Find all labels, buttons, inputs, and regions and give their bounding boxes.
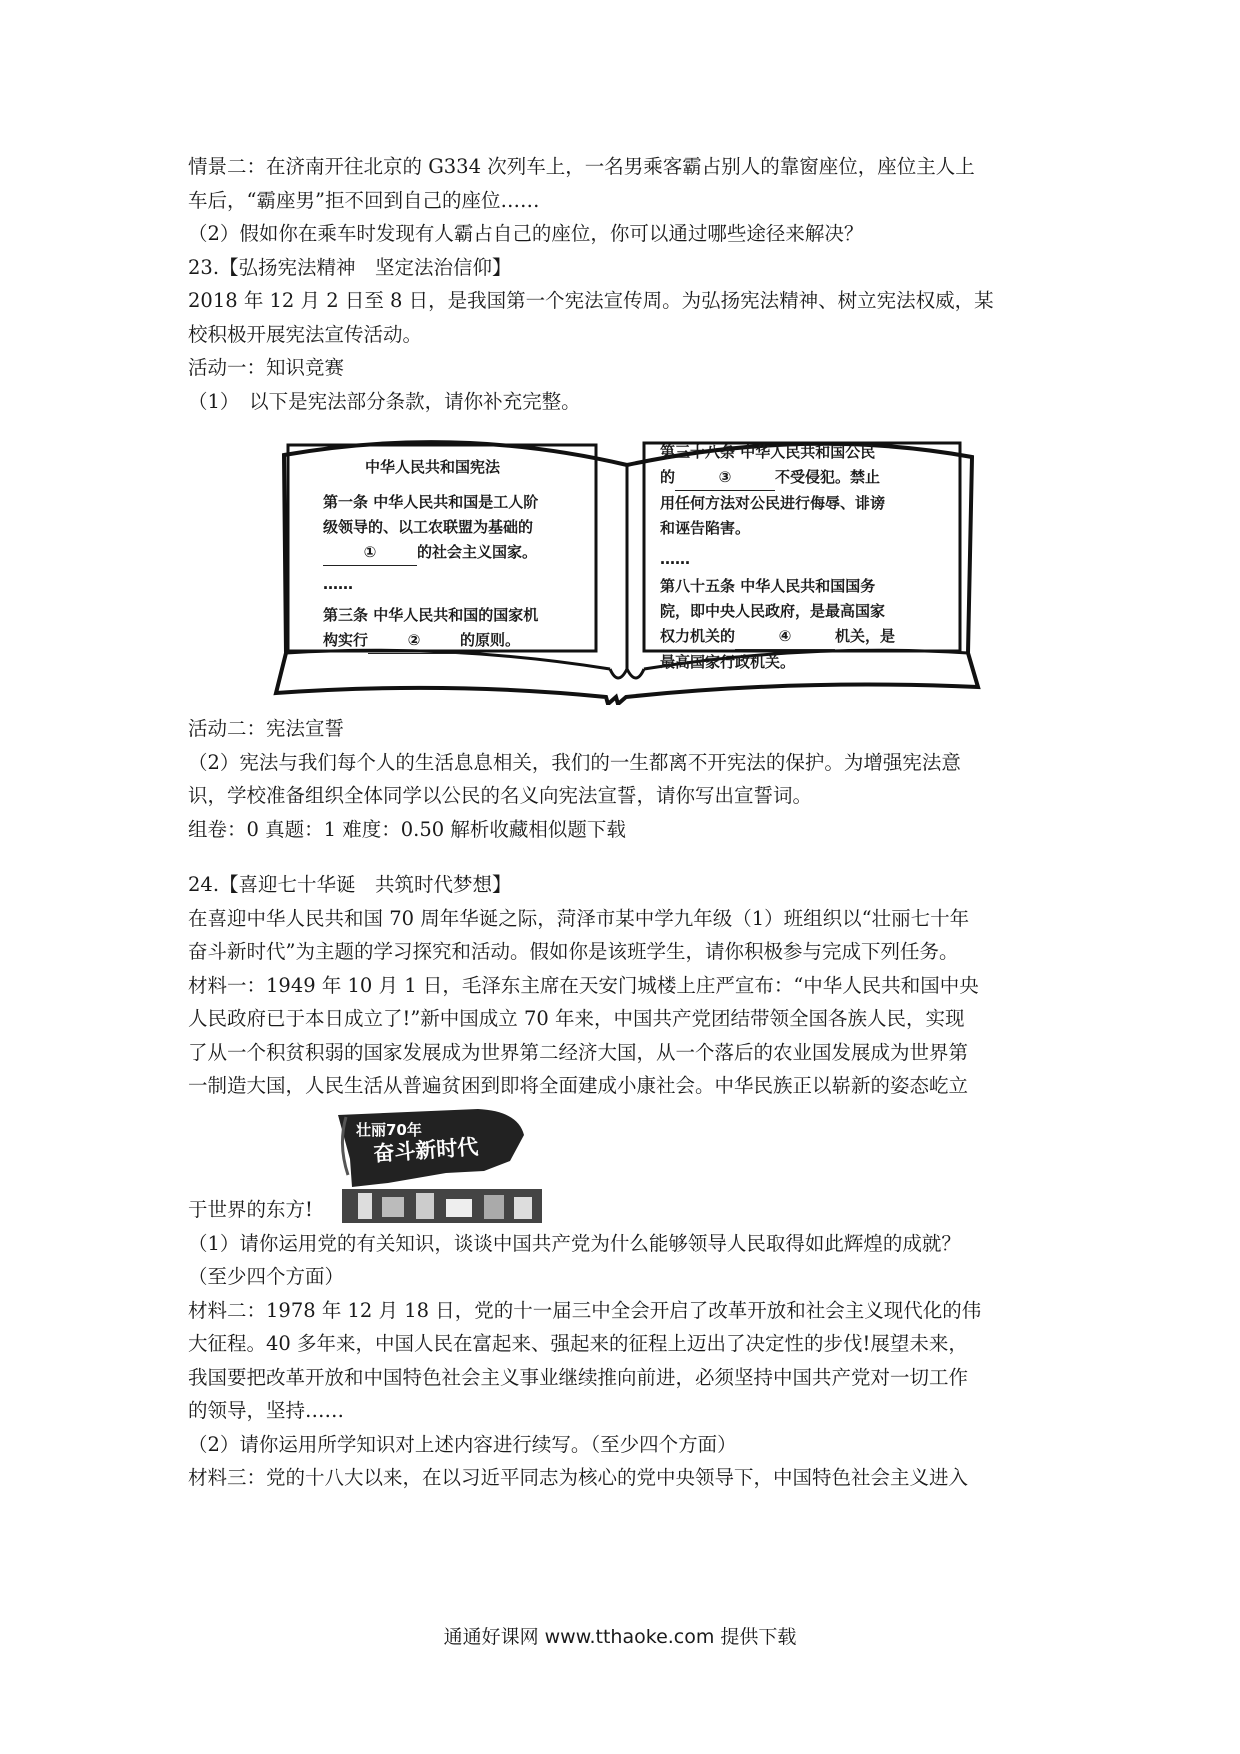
article-38-line-d: 和诬告陷害。 bbox=[660, 519, 751, 537]
banner-caption: 于世界的东方! bbox=[188, 1198, 313, 1221]
question-23-title: 23.【弘扬宪法精神 坚定法治信仰】 bbox=[188, 255, 512, 279]
text-line: 车后，“霸座男”拒不回到自己的座位…… bbox=[188, 188, 540, 212]
material-three-line: 材料三：党的十八大以来，在以习近平同志为核心的党中央领导下，中国特色社会主义进入 bbox=[188, 1466, 969, 1489]
activity-two-heading: 活动二：宪法宣誓 bbox=[188, 717, 345, 740]
text-line: 大征程。40 多年来，中国人民在富起来、强起来的征程上迈出了决定性的步伐!展望未来， bbox=[188, 1332, 968, 1355]
article-85-line-a: 第八十五条 中华人民共和国国务 bbox=[660, 577, 876, 595]
text-line: 在喜迎中华人民共和国 70 周年华诞之际，菏泽市某中学九年级（1）班组织以“壮丽七十年 bbox=[188, 906, 970, 930]
article-3-line-a: 第三条 中华人民共和国的国家机 bbox=[323, 606, 539, 624]
text-line: 的领导，坚持…… bbox=[188, 1399, 345, 1422]
article-1-line-b: 级领导的、以工农联盟为基础的 bbox=[323, 518, 534, 536]
question-24-tasks bbox=[188, 1227, 1068, 1495]
article-38-line-c: 用任何方法对公民进行侮辱、诽谤 bbox=[660, 494, 886, 512]
anniversary-banner-figure bbox=[188, 1105, 1068, 1227]
text-line: 一制造大国，人民生活从普遍贫困到即将全面建成小康社会。中华民族正以崭新的姿态屹立 bbox=[188, 1074, 969, 1097]
page-content bbox=[188, 150, 1068, 1495]
text-line: 我国要把改革开放和中国特色社会主义事业继续推向前进，必须坚持中国共产党对一切工作 bbox=[188, 1365, 969, 1389]
constitution-book-figure bbox=[188, 420, 1068, 710]
ellipsis: …… bbox=[660, 550, 690, 568]
question-2-prompt: （2）假如你在乘车时发现有人霸占自己的座位，你可以通过哪些途径来解决？ bbox=[188, 222, 864, 245]
blank-4: ④ bbox=[735, 624, 835, 650]
material-one-line: 材料一：1949 年 10 月 1 日，毛泽东主席在天安门城楼上庄严宣布：“中华人民共和国中央 bbox=[188, 973, 979, 997]
text-line: 奋斗新时代”为主题的学习探究和活动。假如你是该班学生，请你积极参与完成下列任务。 bbox=[188, 940, 959, 963]
question-24-title: 24.【喜迎七十华诞 共筑时代梦想】 bbox=[188, 873, 512, 896]
question-1-prompt: （1）请你运用党的有关知识，谈谈中国共产党为什么能够领导人民取得如此辉煌的成就？ bbox=[188, 1231, 961, 1255]
intro-section bbox=[188, 150, 1068, 418]
article-85-line-d: 最高国家行政机关。 bbox=[660, 653, 796, 671]
text-line: （至少四个方面） bbox=[188, 1265, 345, 1288]
constitution-left-page bbox=[323, 455, 538, 654]
article-85-head: 权力机关的 bbox=[660, 627, 736, 645]
question-24-section bbox=[188, 868, 1068, 1103]
article-1-line-a: 第一条 中华人民共和国是工人阶 bbox=[323, 493, 539, 511]
question-2-prompt: （2）请你运用所学知识对上述内容进行续写。（至少四个方面） bbox=[188, 1432, 737, 1456]
article-38-line-b bbox=[660, 465, 895, 491]
article-3-tail: 的原则。 bbox=[460, 631, 521, 649]
article-85-mid: 机关，是 bbox=[835, 627, 896, 645]
blank-2: ② bbox=[368, 628, 460, 654]
article-38-head: 的 bbox=[660, 468, 676, 486]
article-85-line-b: 院，即中央人民政府，是最高国家 bbox=[660, 602, 886, 620]
activity-one-heading: 活动一：知识竞赛 bbox=[188, 356, 345, 379]
article-1-line-c bbox=[323, 540, 538, 566]
article-85-line-c bbox=[660, 624, 895, 650]
banner-main-text: 奋斗新时代 bbox=[372, 1133, 480, 1166]
page-footer: 通通好课网 www.tthaoke.com 提供下载 bbox=[443, 1626, 797, 1648]
text-line: （2）宪法与我们每个人的生活息息相关，我们的一生都离不开宪法的保护。为增强宪法意 bbox=[188, 750, 961, 774]
article-38-line-a: 第三十八条 中华人民共和国公民 bbox=[660, 443, 876, 461]
article-38-mid: 不受侵犯。禁止 bbox=[775, 468, 881, 486]
question-meta-links[interactable]: 组卷：0 真题：1 难度：0.50 解析收藏相似题下载 bbox=[188, 817, 626, 841]
activity-two-section bbox=[188, 712, 1068, 846]
text-line: 2018 年 12 月 2 日至 8 日，是我国第一个宪法宣传周。为弘扬宪法精神、树立宪法权威，某 bbox=[188, 289, 994, 312]
text-line: 情景二：在济南开往北京的 G334 次列车上，一名男乘客霸占别人的靠窗座位，座位主人上 bbox=[188, 155, 975, 178]
text-line: 了从一个积贫积弱的国家发展成为世界第二经济大国，从一个落后的农业国发展成为世界第 bbox=[188, 1040, 969, 1064]
article-1-tail: 的社会主义国家。 bbox=[417, 543, 538, 561]
text-line: 识，学校准备组织全体同学以公民的名义向宪法宣誓，请你写出宣誓词。 bbox=[188, 784, 813, 807]
text-line: 人民政府已于本日成立了!”新中国成立 70 年来，中国共产党团结带领全国各族人民，实现 bbox=[188, 1007, 965, 1030]
question-1-prompt: （1） 以下是宪法部分条款，请你补充完整。 bbox=[188, 389, 581, 413]
text-line: 校积极开展宪法宣传活动。 bbox=[188, 322, 423, 346]
banner-top-text: 壮丽70年 bbox=[356, 1120, 422, 1139]
constitution-title: 中华人民共和国宪法 bbox=[365, 458, 501, 476]
blank-1: ① bbox=[323, 540, 417, 566]
blank-3: ③ bbox=[675, 465, 775, 491]
material-two-line: 材料二：1978 年 12 月 18 日，党的十一届三中全会开启了改革开放和社会主义现代化的伟 bbox=[188, 1298, 982, 1322]
article-3-head: 构实行 bbox=[323, 631, 369, 649]
constitution-right-page bbox=[660, 440, 895, 675]
article-3-line-b bbox=[323, 628, 538, 654]
ellipsis: …… bbox=[323, 575, 353, 593]
anniversary-banner-image bbox=[328, 1105, 568, 1225]
